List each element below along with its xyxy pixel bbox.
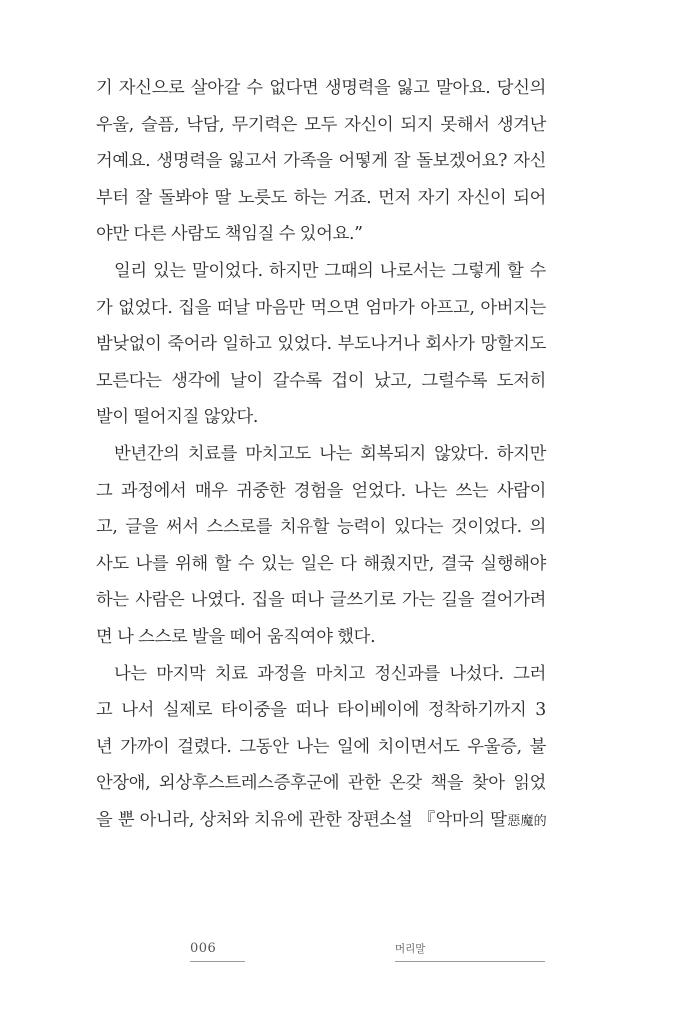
text-line: 기 자신으로 살아갈 수 없다면 생명력을 잃고 말아요. 당신의 [96,78,546,98]
body-text [96,70,546,838]
paragraph-start: 반년간의 치료를 마치고도 나는 회복되지 않았다. 하지만 [114,443,546,464]
text-line: 야만 다른 사람도 책임질 수 있어요.” [96,224,363,245]
paragraph-start: 나는 마지막 치료 과정을 마치고 정신과를 나섰다. 그러 [114,663,546,684]
text-line: 안장애, 외상후스트레스증후군에 관한 온갖 책을 찾아 읽었 [96,773,546,794]
text-line [96,253,546,290]
text-line [96,436,546,473]
footer-page-number [190,940,245,962]
text-line: 가 없었다. 집을 떠날 마음만 먹으면 엄마가 아프고, 아버지는 [96,297,546,318]
running-title: 머리말 [395,943,426,955]
text-line: 발이 떨어지질 않았다. [96,407,259,428]
text-line: 년 가까이 걸렸다. 그동안 나는 일에 치이면서도 우울증, 불 [96,736,546,757]
text-line: 사도 나를 위해 할 수 있는 일은 다 해줬지만, 결국 실행해야 [96,553,546,574]
text-line [96,802,546,839]
text-line: 고 나서 실제로 타이중을 떠나 타이베이에 정착하기까지 3 [96,700,546,721]
text-line [96,656,546,693]
paragraph-start: 일리 있는 말이었다. 하지만 그때의 나로서는 그렇게 할 수 [114,260,546,281]
page-number: 006 [190,941,217,956]
footer-running-title [395,940,545,962]
footer-rule [395,961,545,962]
text-line: 거예요. 생명력을 잃고서 가족을 어떻게 잘 돌보겠어요? 자신 [96,151,546,172]
text-line: 고, 글을 써서 스스로를 치유할 능력이 있다는 것이었다. 의 [96,517,546,538]
text-line: 부터 잘 돌봐야 딸 노릇도 하는 거죠. 먼저 자기 자신이 되어 [96,187,546,208]
text-line: 그 과정에서 매우 귀중한 경험을 얻었다. 나는 쓰는 사람이 [96,480,546,501]
hanja-annotation: 惡魔的 [506,813,546,829]
text-line: 면 나 스스로 발을 떼어 움직여야 했다. [96,626,376,647]
footer-rule [190,961,245,962]
text-line: 밤낮없이 죽어라 일하고 있었다. 부도나거나 회사가 망할지도 [96,334,546,355]
line-text: 을 뿐 아니라, 상처와 치유에 관한 장편소설 『악마의 딸 [96,809,507,830]
text-line: 모른다는 생각에 날이 갈수록 겁이 났고, 그럴수록 도저히 [96,370,546,391]
text-line: 하는 사람은 나였다. 집을 떠나 글쓰기로 가는 길을 걸어가려 [96,590,546,611]
text-line: 우울, 슬픔, 낙담, 무기력은 모두 자신이 되지 못해서 생겨난 [96,114,546,135]
